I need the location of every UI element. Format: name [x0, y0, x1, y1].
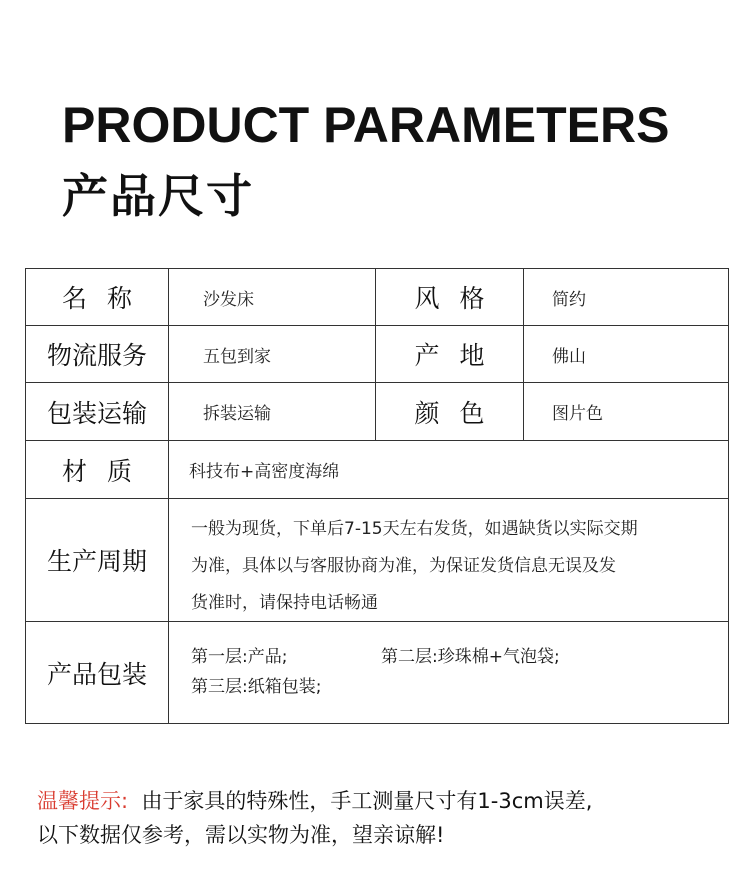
notice-label: 温馨提示: — [37, 789, 129, 813]
title-english: PRODUCT PARAMETERS — [62, 97, 670, 153]
table-row — [26, 326, 728, 383]
logistics-value: 五包到家 — [168, 326, 375, 382]
logistics-label: 物流服务 — [46, 341, 147, 370]
production-cycle-label: 生产周期 — [46, 547, 147, 576]
title-chinese: 产品尺寸 — [62, 169, 254, 223]
package-layer-2: 第二层:珍珠棉+气泡袋; — [381, 647, 560, 667]
packaging-transport-label: 包装运输 — [46, 398, 147, 428]
notice — [37, 784, 592, 852]
notice-line-2: 以下数据仅参考，需以实物为准，望亲谅解! — [37, 823, 445, 847]
notice-line-1: 由于家具的特殊性，手工测量尺寸有1-3cm误差, — [141, 789, 593, 813]
material-value: 科技布+高密度海绵 — [168, 441, 728, 498]
style-value: 简约 — [523, 269, 728, 325]
color-value: 图片色 — [523, 383, 728, 440]
table-row — [26, 383, 728, 441]
table-row — [26, 441, 728, 499]
package-layer-3: 第三层:纸箱包装; — [191, 677, 322, 697]
color-label: 颜色 — [375, 383, 523, 440]
production-line: 为准，具体以与客服协商为准，为保证发货信息无误及发 — [191, 556, 616, 576]
name-value: 沙发床 — [168, 269, 375, 325]
parameter-table — [25, 268, 729, 724]
table-row — [26, 499, 728, 622]
table-row — [26, 622, 728, 723]
packaging-transport-value: 拆装运输 — [168, 383, 375, 440]
production-line: 货准时，请保持电话畅通 — [191, 593, 378, 613]
material-label: 材质 — [61, 456, 152, 486]
production-line: 一般为现货，下单后7-15天左右发货，如遇缺货以实际交期 — [191, 519, 638, 539]
style-label: 风格 — [375, 269, 523, 325]
package-layer-1: 第一层:产品; — [191, 647, 288, 667]
table-row — [26, 269, 728, 326]
origin-label: 产地 — [375, 326, 523, 382]
product-package-value — [168, 622, 728, 723]
production-cycle-value — [168, 499, 728, 621]
product-package-label: 产品包装 — [46, 659, 147, 689]
name-label: 名称 — [61, 284, 152, 313]
origin-value: 佛山 — [523, 326, 728, 382]
